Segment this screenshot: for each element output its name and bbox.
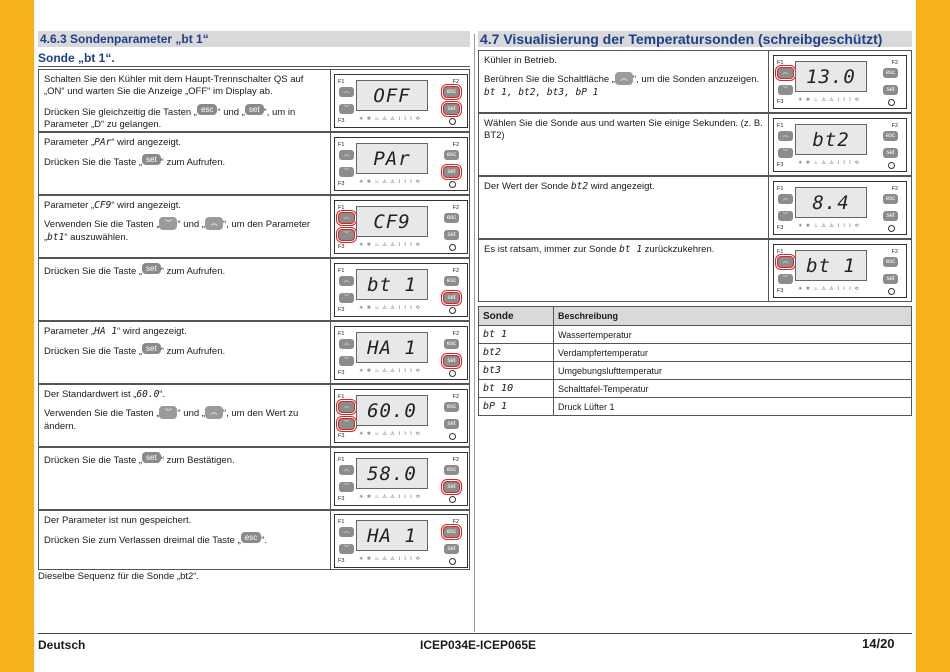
set-button[interactable]: set <box>444 544 459 554</box>
footer-language: Deutsch <box>38 638 86 652</box>
step-row-8 <box>38 510 470 570</box>
lcd-readout: 13.0 <box>795 61 867 92</box>
table-row <box>479 380 912 398</box>
lcd-readout: bt 1 <box>795 250 867 281</box>
up-arrow-key-icon: ︽ <box>205 217 223 230</box>
set-key: set <box>245 104 264 115</box>
step-row-6 <box>38 384 470 447</box>
lcd-readout: bt2 <box>795 124 867 155</box>
footer-model: ICEP034E-ICEP065E <box>420 638 537 652</box>
table-row <box>479 326 912 344</box>
esc-button[interactable]: esc <box>444 150 459 160</box>
down-arrow-key-icon: ︾ <box>159 217 177 230</box>
controller-display: F1 F2 F3 ︽ ︾ 60.0 esc set ☀ ❄ ♨ ⚠ ⚠ ⌇ ⌇ ⌇ ⟲ <box>334 389 468 443</box>
table-header-row <box>479 307 912 326</box>
view-row-4 <box>478 239 912 302</box>
up-button[interactable]: ︽ <box>778 131 793 141</box>
status-icons: ☀ ❄ ♨ ⚠ ⚠ ⌇ ⌇ ⌇ ⟲ <box>359 242 421 248</box>
step-row-4 <box>38 258 470 321</box>
controller-display: F1 F2 F3 ︽ ︾ 58.0 esc set ☀ ❄ ♨ ⚠ ⚠ ⌇ ⌇ ⌇ ⟲ <box>334 452 468 506</box>
up-button[interactable]: ︽ <box>339 87 354 97</box>
step-row-1 <box>38 69 470 132</box>
power-icon <box>888 225 895 232</box>
set-button[interactable]: set <box>444 482 459 492</box>
power-icon <box>888 162 895 169</box>
step-text: Parameter „HA 1“ wird angezeigt. Drücken Sie die Taste „ set “ zum Aufrufen. <box>39 322 331 383</box>
lcd-readout: CF9 <box>356 206 428 237</box>
controller-display: F1 F2 F3 ︽ ︾ OFF esc set ☀ ❄ ♨ ⚠ ⚠ ⌇ ⌇ ⌇ ⟲ <box>334 74 468 128</box>
sonde-code: bt 1 <box>479 326 554 344</box>
step-row-3 <box>38 195 470 258</box>
footer-rule <box>38 633 912 634</box>
up-button[interactable]: ︽ <box>778 257 793 267</box>
set-button[interactable]: set <box>444 356 459 366</box>
sonde-code: bP 1 <box>479 398 554 416</box>
up-button[interactable]: ︽ <box>339 465 354 475</box>
view-row-1 <box>478 50 912 113</box>
power-icon <box>449 370 456 377</box>
sonde-code: bt 10 <box>479 380 554 398</box>
sonde-description: Wassertemperatur <box>554 326 912 344</box>
controller-display: F1 F2 F3 ︽ ︾ CF9 esc set ☀ ❄ ♨ ⚠ ⚠ ⌇ ⌇ ⌇ ⟲ <box>334 200 468 254</box>
right-accent-bar <box>916 0 950 672</box>
sonde-description: Umgebungslufttemperatur <box>554 362 912 380</box>
down-button[interactable]: ︾ <box>339 293 354 303</box>
step-row-7 <box>38 447 470 510</box>
up-button[interactable]: ︽ <box>778 68 793 78</box>
lcd-readout: 8.4 <box>795 187 867 218</box>
table-row <box>479 398 912 416</box>
set-button[interactable]: set <box>444 293 459 303</box>
status-icons: ☀ ❄ ♨ ⚠ ⚠ ⌇ ⌇ ⌇ ⟲ <box>359 368 421 374</box>
down-button[interactable]: ︾ <box>339 482 354 492</box>
subheading-sonde-bt1: Sonde „bt 1“. <box>38 51 115 65</box>
lcd-readout: HA 1 <box>356 520 428 551</box>
power-icon <box>888 288 895 295</box>
step-text: Parameter „CF9“ wird angezeigt. Verwenden Sie die Tasten „ ︾ “ und „ ︽ “, um den Parameter „bt1“ auszuwählen. <box>39 196 331 257</box>
sonde-table <box>478 306 912 416</box>
table-row <box>479 362 912 380</box>
set-key: set <box>142 452 161 463</box>
step-text: Drücken Sie die Taste „ set “ zum Aufrufen. <box>39 259 331 320</box>
sonde-description: Schalttafel-Temperatur <box>554 380 912 398</box>
down-arrow-key-icon: ︾ <box>159 406 177 419</box>
set-key: set <box>142 263 161 274</box>
up-arrow-key-icon: ︽ <box>205 406 223 419</box>
status-icons: ☀ ❄ ♨ ⚠ ⚠ ⌇ ⌇ ⌇ ⟲ <box>359 179 421 185</box>
step-text: Der Wert der Sonde bt2 wird angezeigt. <box>479 177 769 238</box>
down-button[interactable]: ︾ <box>778 274 793 284</box>
controller-display: F1 F2 F3 ︽ ︾ HA 1 esc set ☀ ❄ ♨ ⚠ ⚠ ⌇ ⌇ ⌇ ⟲ <box>334 514 468 568</box>
power-icon <box>449 118 456 125</box>
status-icons: ☀ ❄ ♨ ⚠ ⚠ ⌇ ⌇ ⌇ ⟲ <box>798 223 860 229</box>
sonde-description: Druck Lüfter 1 <box>554 398 912 416</box>
controller-display: F1 F2 F3 ︽ ︾ 13.0 esc set ☀ ❄ ♨ ⚠ ⚠ ⌇ ⌇ ⌇ ⟲ <box>773 55 907 109</box>
esc-button[interactable]: esc <box>444 339 459 349</box>
status-icons: ☀ ❄ ♨ ⚠ ⚠ ⌇ ⌇ ⌇ ⟲ <box>359 116 421 122</box>
controller-display: F1 F2 F3 ︽ ︾ bt 1 esc set ☀ ❄ ♨ ⚠ ⚠ ⌇ ⌇ ⌇ ⟲ <box>334 263 468 317</box>
set-button[interactable]: set <box>444 419 459 429</box>
esc-button[interactable]: esc <box>883 194 898 204</box>
controller-display: F1 F2 F3 ︽ ︾ 8.4 esc set ☀ ❄ ♨ ⚠ ⚠ ⌇ ⌇ ⌇ ⟲ <box>773 181 907 235</box>
lcd-readout: bt 1 <box>356 269 428 300</box>
sonde-code: bt3 <box>479 362 554 380</box>
up-button[interactable]: ︽ <box>339 527 354 537</box>
controller-display: F1 F2 F3 ︽ ︾ bt2 esc set ☀ ❄ ♨ ⚠ ⚠ ⌇ ⌇ ⌇ ⟲ <box>773 118 907 172</box>
set-button[interactable]: set <box>883 85 898 95</box>
step-text: Der Parameter ist nun gespeichert. Drücken Sie zum Verlassen dreimal die Taste „ esc “. <box>39 511 331 569</box>
status-icons: ☀ ❄ ♨ ⚠ ⚠ ⌇ ⌇ ⌇ ⟲ <box>359 431 421 437</box>
column-divider <box>474 34 475 632</box>
power-icon <box>449 307 456 314</box>
view-row-3 <box>478 176 912 239</box>
esc-button[interactable]: esc <box>444 276 459 286</box>
step-text: Parameter „PAr“ wird angezeigt. Drücken Sie die Taste „ set “ zum Aufrufen. <box>39 133 331 194</box>
status-icons: ☀ ❄ ♨ ⚠ ⚠ ⌇ ⌇ ⌇ ⟲ <box>359 494 421 500</box>
left-accent-bar <box>0 0 34 672</box>
down-button[interactable]: ︾ <box>339 419 354 429</box>
down-button[interactable]: ︾ <box>339 104 354 114</box>
lcd-readout: 58.0 <box>356 458 428 489</box>
esc-button[interactable]: esc <box>444 527 459 537</box>
page-number: 14/20 <box>862 636 895 651</box>
set-button[interactable]: set <box>444 167 459 177</box>
set-button[interactable]: set <box>444 104 459 114</box>
lcd-readout: PAr <box>356 143 428 174</box>
step-text: Drücken Sie die Taste „ set “ zum Bestätigen. <box>39 448 331 509</box>
lcd-readout: OFF <box>356 80 428 111</box>
up-arrow-key-icon: ︽ <box>615 72 633 85</box>
down-button[interactable]: ︾ <box>778 211 793 221</box>
subheading-rule <box>38 66 470 67</box>
set-button[interactable]: set <box>883 274 898 284</box>
step-row-2 <box>38 132 470 195</box>
down-button[interactable]: ︾ <box>778 148 793 158</box>
power-icon <box>888 99 895 106</box>
down-button[interactable]: ︾ <box>339 544 354 554</box>
step-text: Wählen Sie die Sonde aus und warten Sie einige Sekunden. (z. B. BT2) <box>479 114 769 175</box>
esc-button[interactable]: esc <box>883 131 898 141</box>
column-header: Beschreibung <box>554 307 912 326</box>
status-icons: ☀ ❄ ♨ ⚠ ⚠ ⌇ ⌇ ⌇ ⟲ <box>798 286 860 292</box>
down-button[interactable]: ︾ <box>339 356 354 366</box>
power-icon <box>449 558 456 565</box>
step-text: Es ist ratsam, immer zur Sonde bt 1 zurückzukehren. <box>479 240 769 301</box>
sonde-description: Verdampfertemperatur <box>554 344 912 362</box>
section-heading-sondenparameter: 4.6.3 Sondenparameter „bt 1“ <box>38 31 470 47</box>
step-text: Schalten Sie den Kühler mit dem Haupt-Trennschalter QS auf „ON“ und warten Sie die Anzeige „OFF“ im Display ab. Drücken Sie gleichzeitig die Tasten „ esc “ und „ set “, um in Parameter „D“ zu gelangen. <box>39 70 331 131</box>
sequence-note: Dieselbe Sequenz für die Sonde „bt2“. <box>38 571 200 582</box>
step-text: Kühler in Betrieb. Berühren Sie die Schaltfläche „ ︽ “, um die Sonden anzuzeigen. bt 1, bt2, bt3, bP 1 <box>479 51 769 112</box>
controller-display: F1 F2 F3 ︽ ︾ HA 1 esc set ☀ ❄ ♨ ⚠ ⚠ ⌇ ⌇ ⌇ ⟲ <box>334 326 468 380</box>
set-button[interactable]: set <box>444 230 459 240</box>
set-button[interactable]: set <box>883 211 898 221</box>
controller-display: F1 F2 F3 ︽ ︾ bt 1 esc set ☀ ❄ ♨ ⚠ ⚠ ⌇ ⌇ ⌇ ⟲ <box>773 244 907 298</box>
esc-button[interactable]: esc <box>444 213 459 223</box>
sonde-code: bt2 <box>479 344 554 362</box>
status-icons: ☀ ❄ ♨ ⚠ ⚠ ⌇ ⌇ ⌇ ⟲ <box>359 556 421 562</box>
esc-key: esc <box>241 532 261 543</box>
table-row <box>479 344 912 362</box>
down-button[interactable]: ︾ <box>778 85 793 95</box>
power-icon <box>449 181 456 188</box>
set-key: set <box>142 343 161 354</box>
esc-button[interactable]: esc <box>444 465 459 475</box>
lcd-readout: HA 1 <box>356 332 428 363</box>
up-button[interactable]: ︽ <box>339 339 354 349</box>
esc-button[interactable]: esc <box>444 402 459 412</box>
set-button[interactable]: set <box>883 148 898 158</box>
down-button[interactable]: ︾ <box>339 230 354 240</box>
up-button[interactable]: ︽ <box>339 150 354 160</box>
power-icon <box>449 433 456 440</box>
set-key: set <box>142 154 161 165</box>
status-icons: ☀ ❄ ♨ ⚠ ⚠ ⌇ ⌇ ⌇ ⟲ <box>359 305 421 311</box>
controller-display: F1 F2 F3 ︽ ︾ PAr esc set ☀ ❄ ♨ ⚠ ⚠ ⌇ ⌇ ⌇ ⟲ <box>334 137 468 191</box>
esc-button[interactable]: esc <box>444 87 459 97</box>
up-button[interactable]: ︽ <box>339 276 354 286</box>
status-icons: ☀ ❄ ♨ ⚠ ⚠ ⌇ ⌇ ⌇ ⟲ <box>798 160 860 166</box>
step-text: Der Standardwert ist „60.0“. Verwenden Sie die Tasten „ ︾ “ und „ ︽ “, um den Wert zu ändern. <box>39 385 331 446</box>
lcd-readout: 60.0 <box>356 395 428 426</box>
status-icons: ☀ ❄ ♨ ⚠ ⚠ ⌇ ⌇ ⌇ ⟲ <box>798 97 860 103</box>
down-button[interactable]: ︾ <box>339 167 354 177</box>
power-icon <box>449 496 456 503</box>
view-row-2 <box>478 113 912 176</box>
esc-button[interactable]: esc <box>883 68 898 78</box>
column-header: Sonde <box>479 307 554 326</box>
up-button[interactable]: ︽ <box>339 213 354 223</box>
esc-key: esc <box>197 104 217 115</box>
section-heading-visualisierung: 4.7 Visualisierung der Temperatursonden (schreibgeschützt) <box>478 31 912 47</box>
up-button[interactable]: ︽ <box>339 402 354 412</box>
step-row-5 <box>38 321 470 384</box>
esc-button[interactable]: esc <box>883 257 898 267</box>
power-icon <box>449 244 456 251</box>
up-button[interactable]: ︽ <box>778 194 793 204</box>
